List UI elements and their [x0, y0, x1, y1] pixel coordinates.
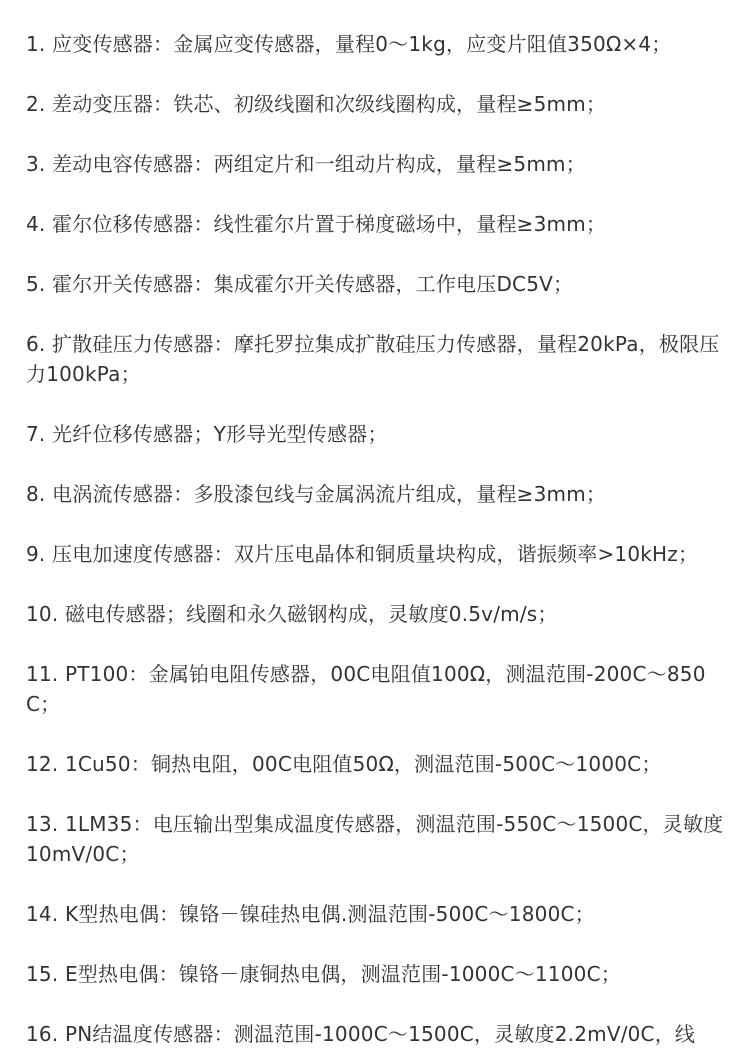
list-item-3: 3. 差动电容传感器：两组定片和一组动片构成，量程≥5mm；	[26, 152, 586, 176]
list-item-13: 13. 1LM35：电压输出型集成温度传感器，测温范围-550C～1500C，灵敏度10mV/0C；	[26, 812, 724, 866]
list-item-11: 11. PT100：金属铂电阻传感器，00C电阻值100Ω，测温范围-200C～850C；	[26, 662, 706, 716]
list-item-2: 2. 差动变压器：铁芯、初级线圈和次级线圈构成，量程≥5mm；	[26, 92, 607, 116]
list-item-16: 16. PN结温度传感器：测温范围-1000C～1500C，灵敏度2.2mV/0C，线	[26, 1022, 696, 1046]
list-item-7: 7. 光纤位移传感器；Y形导光型传感器；	[26, 422, 388, 446]
list-item-14: 14. K型热电偶：镍铬－镍硅热电偶.测温范围-500C～1800C；	[26, 902, 595, 926]
document-body	[26, 0, 726, 1049]
list-item-5: 5. 霍尔开关传感器：集成霍尔开关传感器，工作电压DC5V；	[26, 272, 574, 296]
list-item-10: 10. 磁电传感器；线圈和永久磁钢构成，灵敏度0.5v/m/s；	[26, 602, 558, 626]
list-item-6: 6. 扩散硅压力传感器：摩托罗拉集成扩散硅压力传感器，量程20kPa，极限压力100kPa；	[26, 332, 720, 386]
list-item-8: 8. 电涡流传感器：多股漆包线与金属涡流片组成，量程≥3mm；	[26, 482, 607, 506]
list-item-9: 9. 压电加速度传感器：双片压电晶体和铜质量块构成，谐振频率>10kHz；	[26, 542, 699, 566]
list-item-12: 12. 1Cu50：铜热电阻，00C电阻值50Ω，测温范围-500C～1000C；	[26, 752, 662, 776]
list-item-15: 15. E型热电偶：镍铬－康铜热电偶，测温范围-1000C～1100C；	[26, 962, 621, 986]
list-item-1: 1. 应变传感器：金属应变传感器，量程0～1kg，应变片阻值350Ω×4；	[26, 32, 672, 56]
list-item-4: 4. 霍尔位移传感器：线性霍尔片置于梯度磁场中，量程≥3mm；	[26, 212, 607, 236]
